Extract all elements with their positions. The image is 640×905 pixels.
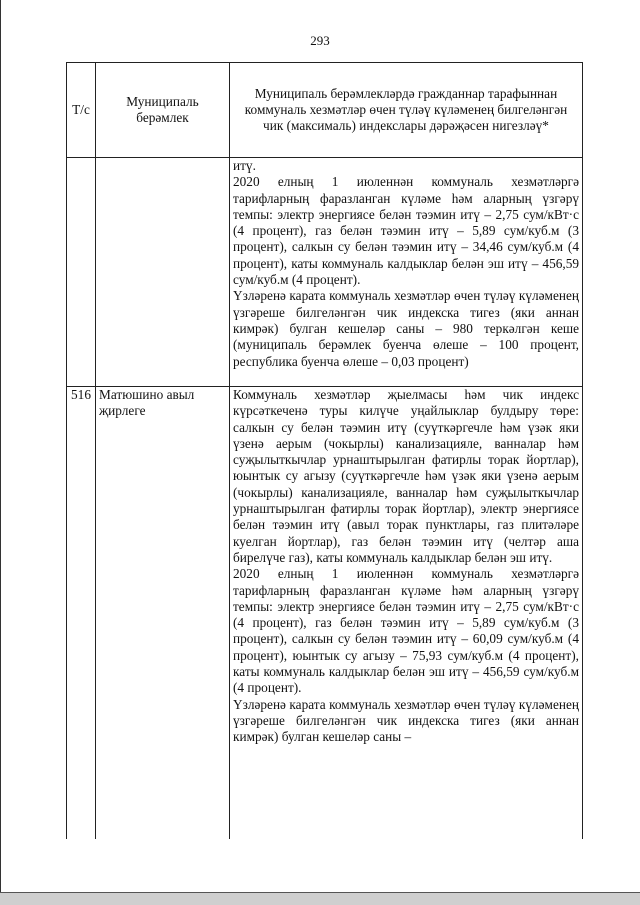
- header-number: Т/с: [67, 63, 96, 158]
- page-number: 293: [310, 33, 330, 48]
- description-paragraph: 2020 елның 1 июленнән коммуналь хезмәтләргә тарифларның фаразланган күләме һәм аларның үзгәрү темпы: электр энергиясе белән тәэмин итү – 2,75 сум/кВт·с (4 процент), газ белән тәэмин итү – 5,89 сум/куб.м (3 процент), салкын су белән тәэмин итү – 34,46 сум/куб.м (4 процент), каты коммуналь калдыклар белән эш итү – 456,59 сум/куб.м (4 процент).: [233, 174, 579, 288]
- table-row: [67, 387, 583, 840]
- description-paragraph: итү.: [233, 158, 256, 173]
- row-number: 516: [67, 387, 96, 840]
- header-municipality: Муниципаль берәмлек: [96, 63, 230, 158]
- row-municipality: [96, 158, 230, 387]
- row-number: [67, 158, 96, 387]
- row-description: [230, 158, 583, 387]
- description-paragraph: 2020 елның 1 июленнән коммуналь хезмәтләргә тарифларның фаразланган күләме һәм аларның үзгәрү темпы: электр энергиясе белән тәэмин итү – 2,75 сум/кВт·с (4 процент), газ белән тәэмин итү – 5,89 сум/куб.м (3 процент), салкын су белән тәэмин итү – 60,09 сум/куб.м (4 процент), юынтык су агызу – 75,93 сум/куб.м (4 процент), каты коммуналь калдыклар белән эш итү – 456,59 сум/куб.м (4 процент).: [233, 566, 579, 696]
- municipal-tariff-table: [66, 62, 583, 839]
- table-header-row: [67, 63, 583, 158]
- description-paragraph: Үзләренә карата коммуналь хезмәтләр өчен түләү күләменең үзгәреше билгеләнгән чик индекска тигез (яки аннан кимрәк) булган кешеләр саны – 980 теркәлгән кеше (муниципаль берәмлек буенча өлеше – 100 процент, республика буенча өлеше – 0,03 процент): [233, 288, 579, 369]
- page-left-edge: [0, 0, 1, 905]
- table-row: [67, 158, 583, 387]
- row-description: [230, 387, 583, 840]
- scan-bottom-margin: [0, 893, 640, 905]
- row-municipality: Матюшино авыл җирлеге: [96, 387, 230, 840]
- header-description: Муниципаль берәмлекләрдә гражданнар тарафыннан коммуналь хезмәтләр өчен түләү күләменең билгеләнгән чик (максималь) индекслары дәрәҗәсен нигезләү*: [230, 63, 583, 158]
- description-paragraph: Үзләренә карата коммуналь хезмәтләр өчен түләү күләменең үзгәреше билгеләнгән чик индекска тигез (яки аннан кимрәк) булган кешеләр саны –: [233, 696, 579, 745]
- description-paragraph: Коммуналь хезмәтләр җыелмасы һәм чик индекс күрсәткеченә туры килүче уңайлыклар булдыру төре: салкын су белән тәэмин итү (суүткәргечле һәм үзәк яки үзенә аерым (чокырлы) канализацияле, ванналар һәм суҗылыткычлар урнаштырылган фатирлы торак йортлар), юынтык су агызу (суүткәргечле һәм үзәк яки үзенә аерым (чокырлы) канализацияле, ванналар һәм суҗылыткычлар урнаштырылган фатирлы торак йортлар), электр энергиясе белән тәэмин итү (авыл торак пунктлары, газ плитәләре куелган йортлар), газ белән тәэмин итү (челтәр аша бирелүче газ), каты коммуналь калдыклар белән эш итү.: [233, 387, 579, 565]
